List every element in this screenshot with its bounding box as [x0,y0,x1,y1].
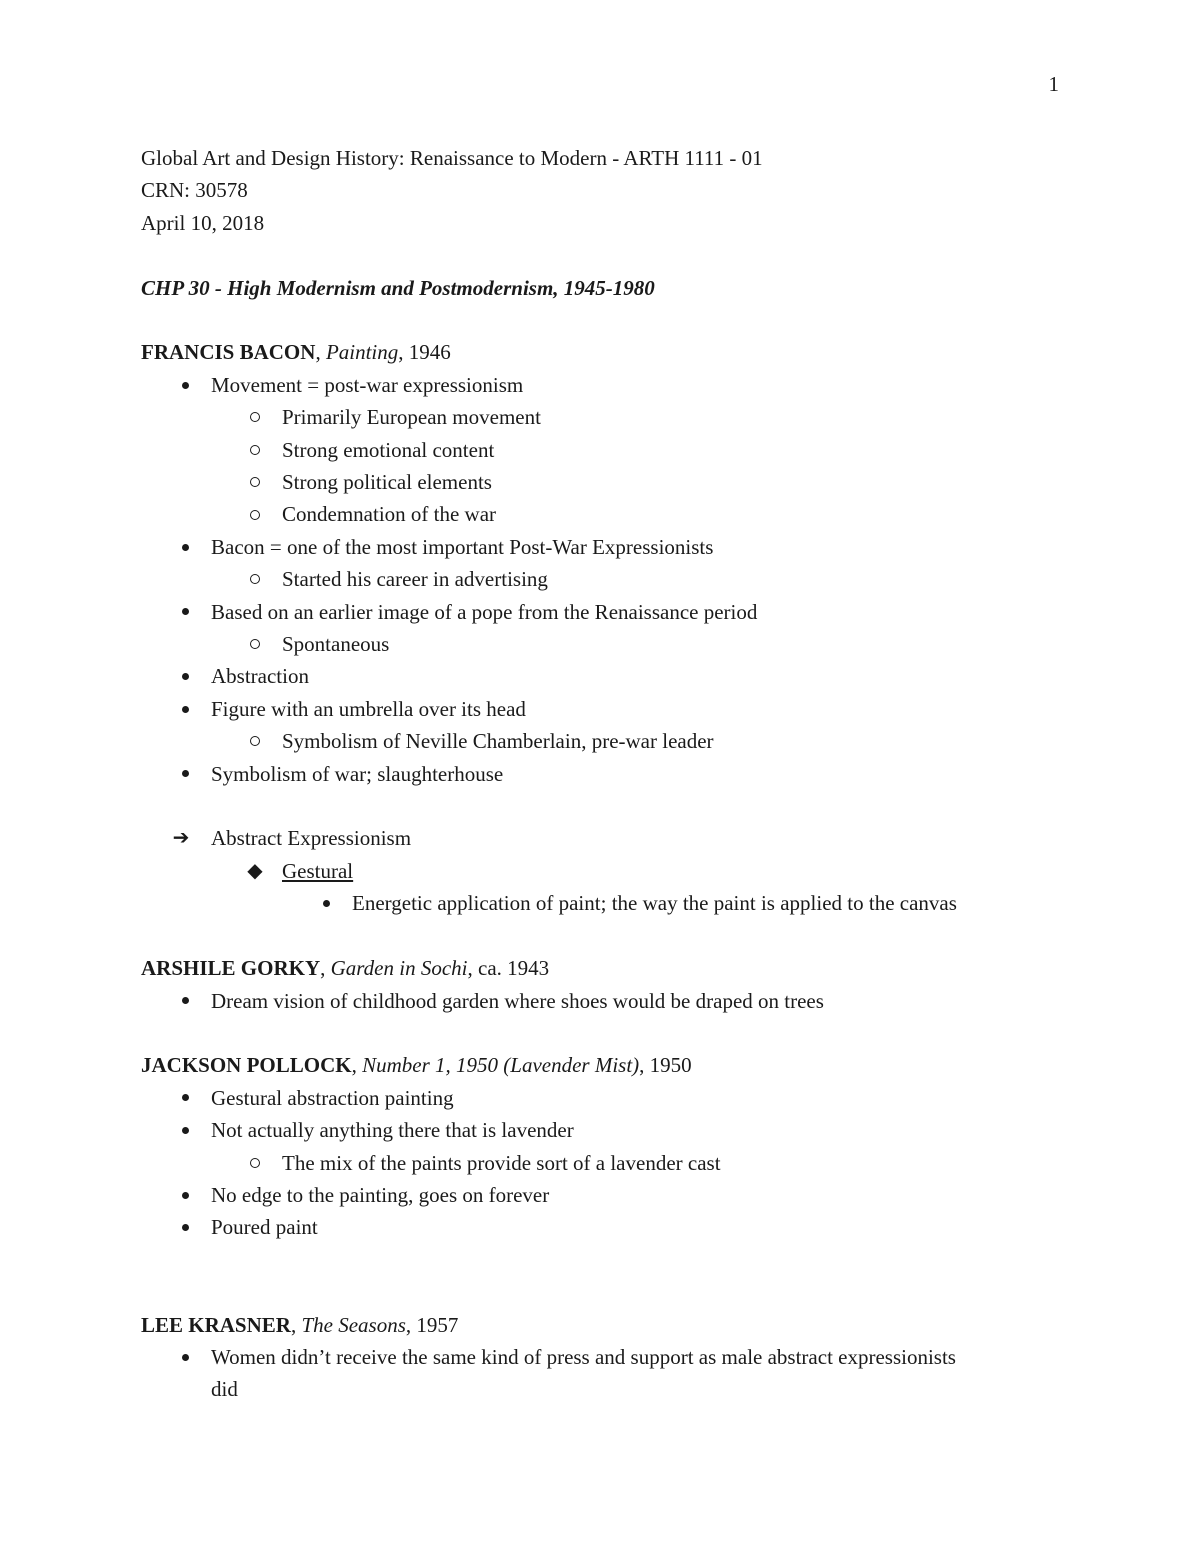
bullet-icon [175,531,195,563]
circle-bullet-icon [245,498,265,530]
list-item: ➔ Abstract Expressionism [141,822,1061,854]
list-item: Strong emotional content [141,434,1061,466]
list-item: Spontaneous [141,628,1061,660]
list-item: Movement = post-war expressionism [141,369,1061,401]
list-item: Figure with an umbrella over its head [141,693,1061,725]
list-item: Dream vision of childhood garden where shoes would be draped on trees [141,985,1061,1017]
list-item: Based on an earlier image of a pope from the Renaissance period [141,596,1061,628]
bullet-icon [175,1114,195,1146]
artist-heading-pollock: JACKSON POLLOCK, Number 1, 1950 (Lavender Mist), 1950 [141,1053,692,1078]
list-item: Condemnation of the war [141,498,1061,530]
artist-name: JACKSON POLLOCK [141,1053,352,1078]
list-item: The mix of the paints provide sort of a lavender cast [141,1147,1061,1179]
work-title: Garden in Sochi [330,956,468,981]
bullet-icon [175,1082,195,1114]
list-item: Started his career in advertising [141,563,1061,595]
work-year: , ca. 1943 [467,956,550,981]
list-item: Women didn’t receive the same kind of press and support as male abstract expressionists did [141,1341,981,1406]
bullet-icon [175,1179,195,1211]
circle-bullet-icon [245,466,265,498]
bullet-icon [175,369,195,401]
bullet-icon [175,1211,195,1243]
circle-bullet-icon [245,434,265,466]
artist-heading-krasner: LEE KRASNER, The Seasons, 1957 [141,1312,459,1337]
artist-heading-gorky: ARSHILE GORKY, Garden in Sochi, ca. 1943 [141,956,550,981]
list-item: Poured paint [141,1211,1061,1243]
bullet-icon [175,693,195,725]
circle-bullet-icon [245,725,265,757]
list-item: Strong political elements [141,466,1061,498]
work-title: Number 1, 1950 (Lavender Mist) [362,1053,640,1078]
list-item: ◆ Gestural [141,855,1061,887]
artist-heading-bacon: FRANCIS BACON, Painting, 1946 [141,340,451,365]
list-item: Abstraction [141,660,1061,692]
work-year: , 1946 [398,340,451,365]
circle-bullet-icon [245,401,265,433]
list-item: No edge to the painting, goes on forever [141,1179,1061,1211]
artist-name: FRANCIS BACON [141,340,316,365]
crn: CRN: 30578 [141,178,248,203]
page-number: 1 [1048,72,1059,96]
list-item: Bacon = one of the most important Post-War Expressionists [141,531,1061,563]
artist-name: ARSHILE GORKY [141,956,321,981]
list-item: Gestural abstraction painting [141,1082,1061,1114]
list-item: Energetic application of paint; the way the paint is applied to the canvas [141,887,1061,919]
bullet-icon [175,758,195,790]
circle-bullet-icon [245,1147,265,1179]
list-item: Not actually anything there that is lavender [141,1114,1061,1146]
date: April 10, 2018 [141,210,265,235]
diamond-icon: ◆ [247,859,263,882]
list-item: Symbolism of Neville Chamberlain, pre-war leader [141,725,1061,757]
bullet-icon [175,985,195,1017]
work-title: The Seasons [301,1312,406,1337]
artist-name: LEE KRASNER [141,1312,291,1337]
bullet-icon [175,596,195,628]
circle-bullet-icon [245,563,265,595]
arrow-right-icon: ➔ [172,827,190,850]
course-title: Global Art and Design History: Renaissance to Modern - ARTH 1111 - 01 [141,146,763,170]
work-year: , 1950 [639,1053,692,1078]
chapter-title: CHP 30 - High Modernism and Postmodernism, 1945-1980 [141,275,655,300]
list-item: Symbolism of war; slaughterhouse [141,758,1061,790]
circle-bullet-icon [245,628,265,660]
bullet-icon [316,887,336,919]
bullet-icon [175,1341,195,1373]
list-item: Primarily European movement [141,401,1061,433]
bullet-icon [175,660,195,692]
work-title: Painting [325,340,399,365]
document-body [141,142,1061,1406]
work-year: , 1957 [405,1312,459,1337]
